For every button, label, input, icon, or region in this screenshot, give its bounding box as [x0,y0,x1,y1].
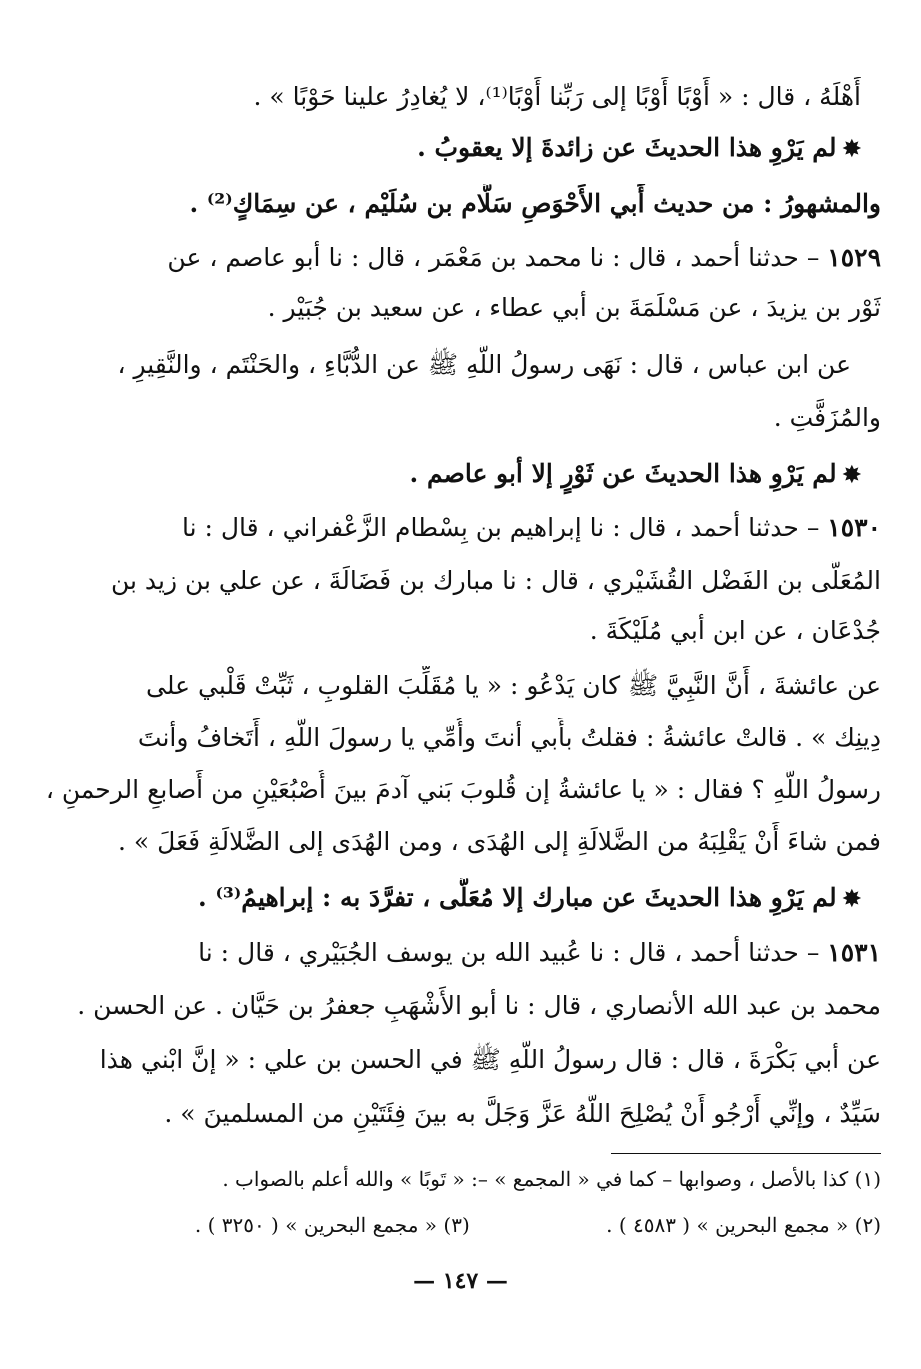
hadith-number: ١٥٣١ [827,938,881,967]
text-line: والمُزَفَّتِ . [773,403,881,432]
narration-note: ✸لم يَرْوِ هذا الحديثَ عن ثَوْرٍ إلا أبو عاصم . [409,459,861,488]
footnote-1: (١) كذا بالأصل ، وصوابها – كما في « المجمع » –: « تَوبًا » والله أعلم بالصواب . [222,1167,881,1191]
star-icon: ✸ [842,462,861,488]
text-line: عن عائشةَ ، أَنَّ النَّبِيَّ ﷺ كان يَدْعُو : « يا مُقَلِّبَ القلوبِ ، ثَبِّتْ قَلْبي على [146,671,881,700]
text-line: المُعَلَّى بن الفَضْل القُشَيْري ، قال : نا مبارك بن فَضَالَةَ ، عن علي بن زيد بن [110,566,881,595]
text-line: عن ابن عباس ، قال : نَهَى رسولُ اللَّهِ ﷺ عن الدُّبَّاءِ ، والحَنْتَم ، والنَّقِيرِ ، [117,350,851,379]
text-line: أَهْلَهُ ، قال : « أَوْبًا أَوْبًا إلى رَبِّنا أَوْبًا⁽¹⁾، لا يُغادِرُ علينا حَوْبًا » . [253,82,861,111]
text-line: ثَوْر بن يزيدَ ، عن مَسْلَمَةَ بن أبي عطاء ، عن سعيد بن جُبَيْر . [267,293,881,322]
text-line: دِينِك » . قالتْ عائشةُ : فقلتُ بأَبي أنتَ وأُمِّي يا رسولَ اللَّهِ ، أَتَخافُ وأنتَ [137,723,881,752]
hadith-line: ١٥٣١ – حدثنا أحمد ، قال : نا عُبيد الله بن يوسف الجُبَيْري ، قال : نا [198,938,881,967]
footnote-2: (٢) « مجمع البحرين » ( ٤٥٨٣ ) . [606,1213,881,1237]
hadith-number: ١٥٣٠ [827,513,881,542]
narration-note: ✸لم يَرْوِ هذا الحديثَ عن مبارك إلا مُعَلًّى ، تفرَّدَ به : إبراهيمُ⁽³⁾ . [198,883,861,912]
footnote-3: (٣) « مجمع البحرين » ( ٣٢٥٠ ) . [194,1213,470,1237]
footnote-divider [611,1153,881,1154]
text-line: سَيِّدٌ ، وإنِّي أَرْجُو أَنْ يُصْلِحَ اللَّهُ عَزَّ وَجَلَّ به بينَ فِئَتَيْنِ من المسلمينَ » . [164,1099,881,1128]
hadith-line: ١٥٢٩ – حدثنا أحمد ، قال : نا محمد بن مَعْمَر ، قال : نا أبو عاصم ، عن [167,243,881,272]
star-icon: ✸ [842,136,861,162]
page-number: — ١٤٧ — [413,1268,508,1294]
hadith-number: ١٥٢٩ [827,243,881,272]
narration-note: ✸لم يَرْوِ هذا الحديثَ عن زائدةَ إلا يعقوبُ . [417,133,861,162]
text-line: جُدْعَان ، عن ابن أبي مُلَيْكَةَ . [589,616,881,645]
star-icon: ✸ [842,886,861,912]
narration-note: والمشهورُ : من حديث أَبي الأَحْوَصِ سَلَّام بن سُلَيْم ، عن سِمَاكٍ⁽²⁾ . [189,189,881,218]
footnote-row [40,1210,881,1240]
text-line: محمد بن عبد الله الأنصاري ، قال : نا أبو الأَشْهَبِ جعفرُ بن حَيَّان . عن الحسن . [77,991,881,1020]
hadith-line: ١٥٣٠ – حدثنا أحمد ، قال : نا إبراهيم بن بِسْطام الزَّعْفراني ، قال : نا [181,513,881,542]
text-line: فمن شاءَ أَنْ يَقْلِبَهُ من الضَّلالَةِ إلى الهُدَى ، ومن الهُدَى إلى الضَّلالَةِ فَعَلَ » . [118,827,881,856]
text-line: رسولُ اللَّهِ ؟ فقال : « يا عائشةُ إن قُلوبَ بَني آدمَ بينَ أُصْبُعَيْنِ من أَصابعِ الرحمنِ ، [45,775,881,804]
text-line: عن أبي بَكْرَةَ ، قال : قال رسولُ اللَّهِ ﷺ في الحسن بن علي : « إنَّ ابْني هذا [99,1045,881,1074]
